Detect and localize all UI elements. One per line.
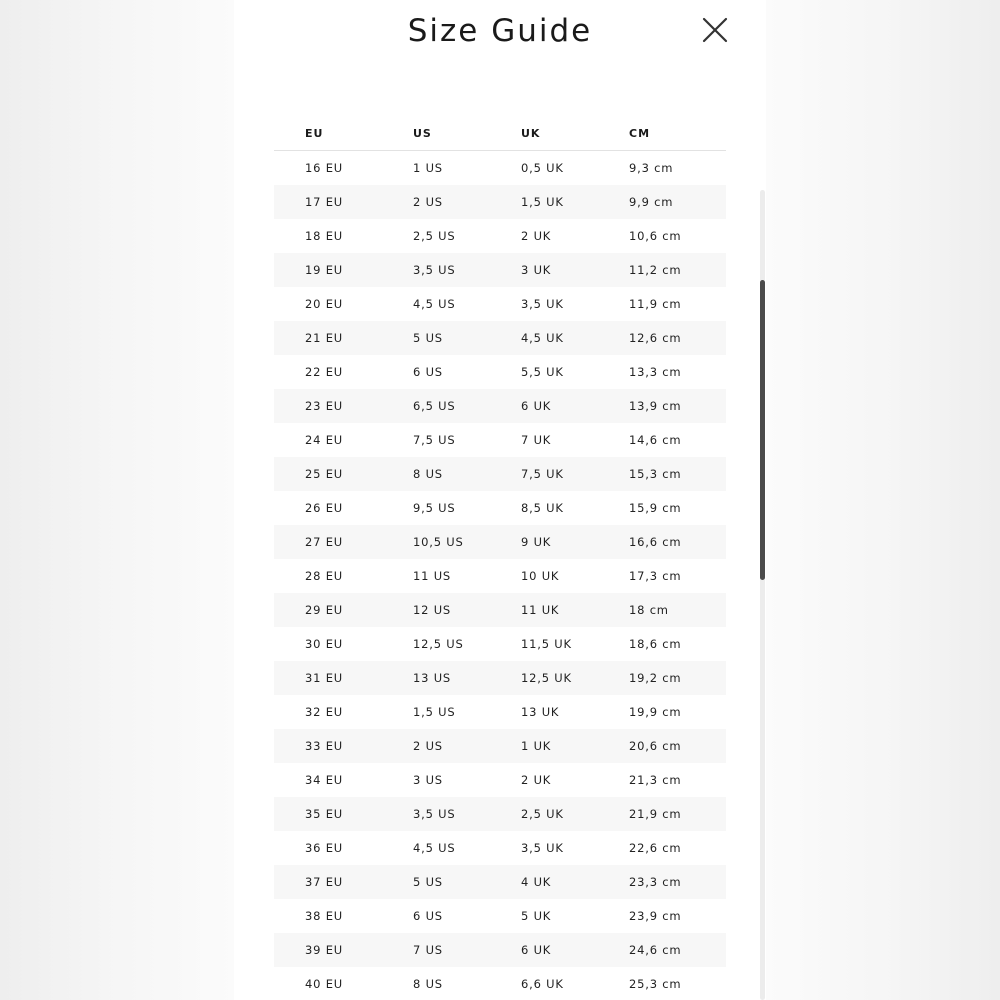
us-size-cell: 4,5 US — [413, 297, 456, 311]
us-size-cell: 1,5 US — [413, 705, 456, 719]
us-size-cell: 2 US — [413, 185, 521, 219]
eu-size-cell: 30 EU — [305, 637, 343, 651]
us-size-cell: 3,5 US — [413, 253, 521, 287]
column-header-eu: EU — [274, 116, 413, 151]
uk-size-cell: 12,5 UK — [521, 661, 629, 695]
table-row — [274, 185, 726, 219]
cm-size-cell: 14,6 cm — [629, 433, 682, 447]
size-table-container — [274, 116, 726, 1000]
table-row — [274, 763, 726, 797]
table-row — [274, 423, 726, 457]
cm-size-cell: 23,9 cm — [629, 909, 682, 923]
us-size-cell: 5 US — [413, 865, 521, 899]
eu-size-cell: 18 EU — [305, 229, 343, 243]
uk-size-cell: 5,5 UK — [521, 365, 564, 379]
us-size-cell: 8 US — [413, 457, 521, 491]
uk-size-cell: 6 UK — [521, 933, 629, 967]
uk-size-cell: 11,5 UK — [521, 637, 572, 651]
cm-size-cell: 9,9 cm — [629, 185, 726, 219]
eu-size-cell: 40 EU — [305, 977, 343, 991]
uk-size-cell: 3 UK — [521, 253, 629, 287]
uk-size-cell: 8,5 UK — [521, 501, 564, 515]
eu-size-cell: 31 EU — [274, 661, 413, 695]
table-row — [274, 219, 726, 253]
eu-size-cell: 23 EU — [274, 389, 413, 423]
cm-size-cell: 11,2 cm — [629, 253, 726, 287]
cm-size-cell: 18 cm — [629, 593, 726, 627]
eu-size-cell: 26 EU — [305, 501, 343, 515]
eu-size-cell: 29 EU — [274, 593, 413, 627]
uk-size-cell: 9 UK — [521, 525, 629, 559]
us-size-cell: 11 US — [413, 569, 452, 583]
uk-size-cell: 6 UK — [521, 389, 629, 423]
uk-size-cell: 1,5 UK — [521, 185, 629, 219]
uk-size-cell: 2 UK — [521, 229, 552, 243]
us-size-cell: 7 US — [413, 933, 521, 967]
table-header-row — [274, 116, 726, 151]
eu-size-cell: 38 EU — [305, 909, 343, 923]
eu-size-cell: 34 EU — [305, 773, 343, 787]
table-row — [274, 831, 726, 865]
eu-size-cell: 25 EU — [274, 457, 413, 491]
cm-size-cell: 18,6 cm — [629, 637, 682, 651]
us-size-cell: 13 US — [413, 661, 521, 695]
us-size-cell: 12 US — [413, 593, 521, 627]
cm-size-cell: 19,9 cm — [629, 705, 682, 719]
table-row — [274, 321, 726, 355]
table-row — [274, 695, 726, 729]
eu-size-cell: 24 EU — [305, 433, 343, 447]
eu-size-cell: 27 EU — [274, 525, 413, 559]
table-row — [274, 253, 726, 287]
us-size-cell: 6 US — [413, 909, 443, 923]
uk-size-cell: 3,5 UK — [521, 841, 564, 855]
eu-size-cell: 19 EU — [274, 253, 413, 287]
uk-size-cell: 1 UK — [521, 729, 629, 763]
us-size-cell: 2,5 US — [413, 229, 456, 243]
cm-size-cell: 15,3 cm — [629, 457, 726, 491]
table-row — [274, 491, 726, 525]
close-button[interactable] — [699, 14, 731, 46]
eu-size-cell: 16 EU — [305, 161, 343, 175]
uk-size-cell: 0,5 UK — [521, 161, 564, 175]
us-size-cell: 3,5 US — [413, 797, 521, 831]
column-header-us: US — [413, 116, 521, 151]
uk-size-cell: 6,6 UK — [521, 977, 564, 991]
uk-size-cell: 13 UK — [521, 705, 560, 719]
cm-size-cell: 19,2 cm — [629, 661, 726, 695]
us-size-cell: 5 US — [413, 321, 521, 355]
table-row — [274, 729, 726, 763]
table-row — [274, 151, 726, 186]
table-row — [274, 899, 726, 933]
cm-size-cell: 17,3 cm — [629, 569, 682, 583]
cm-size-cell: 20,6 cm — [629, 729, 726, 763]
eu-size-cell: 39 EU — [274, 933, 413, 967]
table-row — [274, 457, 726, 491]
cm-size-cell: 16,6 cm — [629, 525, 726, 559]
table-row — [274, 389, 726, 423]
size-table — [274, 116, 726, 1000]
eu-size-cell: 20 EU — [305, 297, 343, 311]
close-icon — [699, 14, 731, 46]
table-row — [274, 593, 726, 627]
eu-size-cell: 22 EU — [305, 365, 343, 379]
uk-size-cell: 4,5 UK — [521, 321, 629, 355]
us-size-cell: 6,5 US — [413, 389, 521, 423]
cm-size-cell: 9,3 cm — [629, 161, 674, 175]
us-size-cell: 9,5 US — [413, 501, 456, 515]
uk-size-cell: 5 UK — [521, 909, 552, 923]
us-size-cell: 3 US — [413, 773, 443, 787]
eu-size-cell: 37 EU — [274, 865, 413, 899]
eu-size-cell: 21 EU — [274, 321, 413, 355]
cm-size-cell: 23,3 cm — [629, 865, 726, 899]
eu-size-cell: 36 EU — [305, 841, 343, 855]
size-table-body — [274, 151, 726, 1000]
size-guide-modal — [234, 0, 766, 1000]
cm-size-cell: 10,6 cm — [629, 229, 682, 243]
us-size-cell: 2 US — [413, 729, 521, 763]
cm-size-cell: 15,9 cm — [629, 501, 682, 515]
uk-size-cell: 4 UK — [521, 865, 629, 899]
table-row — [274, 865, 726, 899]
us-size-cell: 6 US — [413, 365, 443, 379]
eu-size-cell: 33 EU — [274, 729, 413, 763]
uk-size-cell: 2 UK — [521, 773, 552, 787]
uk-size-cell: 3,5 UK — [521, 297, 564, 311]
column-header-uk: UK — [521, 116, 629, 151]
table-row — [274, 627, 726, 661]
cm-size-cell: 22,6 cm — [629, 841, 682, 855]
us-size-cell: 7,5 US — [413, 433, 456, 447]
column-header-cm: CM — [629, 116, 726, 151]
us-size-cell: 4,5 US — [413, 841, 456, 855]
eu-size-cell: 17 EU — [274, 185, 413, 219]
uk-size-cell: 2,5 UK — [521, 797, 629, 831]
cm-size-cell: 13,9 cm — [629, 389, 726, 423]
uk-size-cell: 11 UK — [521, 593, 629, 627]
eu-size-cell: 32 EU — [305, 705, 343, 719]
uk-size-cell: 7 UK — [521, 433, 552, 447]
cm-size-cell: 12,6 cm — [629, 321, 726, 355]
cm-size-cell: 24,6 cm — [629, 933, 726, 967]
cm-size-cell: 25,3 cm — [629, 977, 682, 991]
uk-size-cell: 7,5 UK — [521, 457, 629, 491]
table-row — [274, 797, 726, 831]
table-row — [274, 559, 726, 593]
us-size-cell: 1 US — [413, 161, 443, 175]
table-row — [274, 355, 726, 389]
us-size-cell: 10,5 US — [413, 525, 521, 559]
table-row — [274, 933, 726, 967]
table-row — [274, 967, 726, 1000]
cm-size-cell: 13,3 cm — [629, 365, 682, 379]
cm-size-cell: 21,9 cm — [629, 797, 726, 831]
cm-size-cell: 11,9 cm — [629, 297, 682, 311]
eu-size-cell: 35 EU — [274, 797, 413, 831]
table-row — [274, 525, 726, 559]
scrollbar-thumb[interactable] — [760, 280, 765, 580]
uk-size-cell: 10 UK — [521, 569, 560, 583]
us-size-cell: 12,5 US — [413, 637, 464, 651]
eu-size-cell: 28 EU — [305, 569, 343, 583]
table-row — [274, 287, 726, 321]
modal-title: Size Guide — [407, 13, 593, 49]
table-row — [274, 661, 726, 695]
cm-size-cell: 21,3 cm — [629, 773, 682, 787]
us-size-cell: 8 US — [413, 977, 443, 991]
